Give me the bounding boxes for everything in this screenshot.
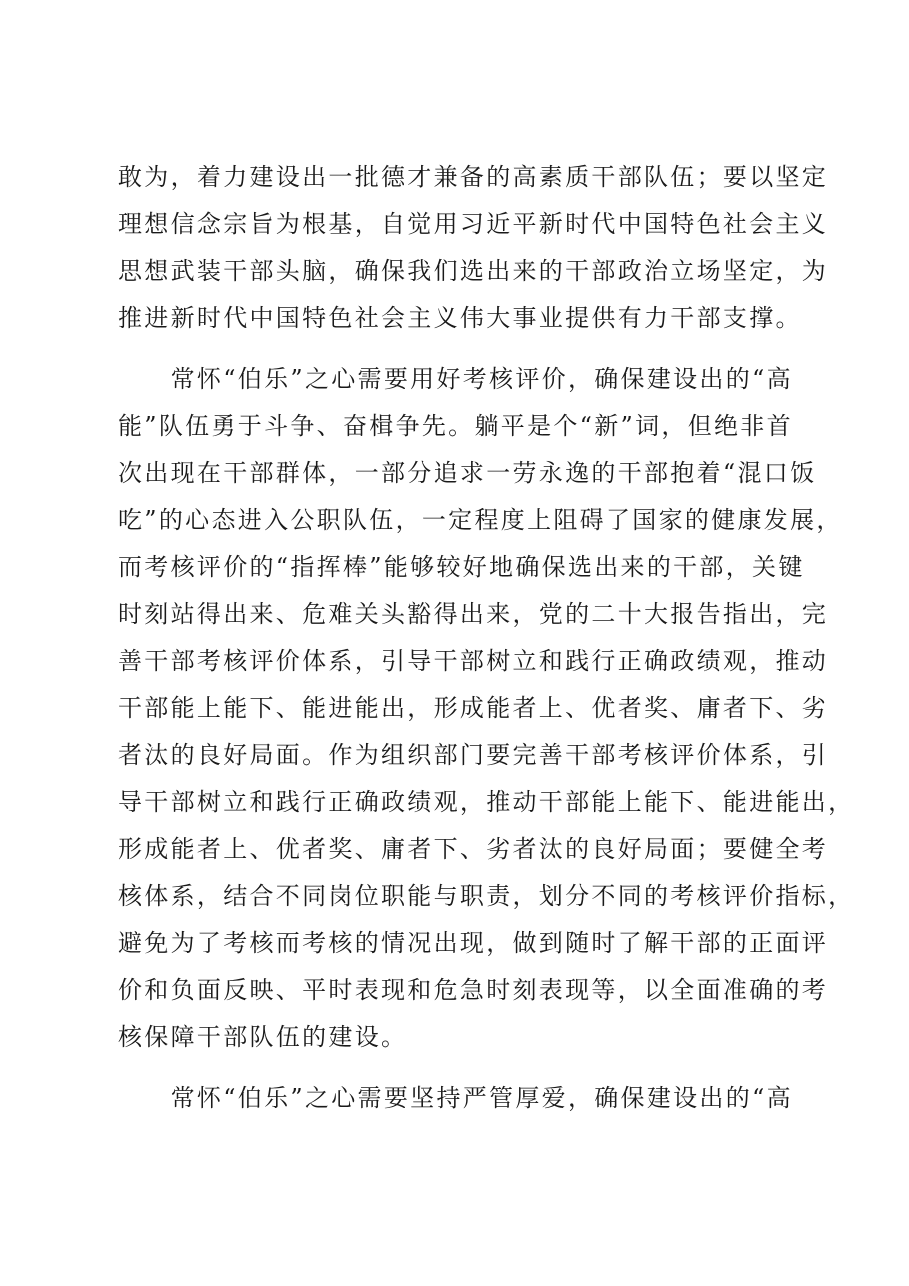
text-line: 形成能者上、优者奖、庸者下、劣者汰的良好局面；要健全考	[118, 835, 829, 863]
text-line: 敢为，着力建设出一批德才兼备的高素质干部队伍；要以坚定	[118, 163, 829, 191]
text-line: 常怀“伯乐”之心需要用好考核评价，确保建设出的“高	[118, 365, 793, 393]
text-line: 核体系，结合不同岗位职能与职责，划分不同的考核评价指标，	[118, 882, 855, 910]
text-line: 能”队伍勇于斗争、奋楫争先。躺平是个“新”词，但绝非首	[118, 412, 793, 440]
paragraph	[118, 154, 829, 342]
text-line: 价和负面反映、平时表现和危急时刻表现等，以全面准确的考	[118, 976, 829, 1004]
text-line: 导干部树立和践行正确政绩观，推动干部能上能下、能进能出，	[118, 788, 855, 816]
text-line: 避免为了考核而考核的情况出现，做到随时了解干部的正面评	[118, 929, 829, 957]
text-line: 吃”的心态进入公职队伍，一定程度上阻碍了国家的健康发展，	[118, 506, 843, 534]
paragraph	[118, 356, 855, 1061]
text-line: 核保障干部队伍的建设。	[118, 1023, 408, 1051]
text-line: 而考核评价的“指挥棒”能够较好地确保选出来的干部，关键	[118, 553, 805, 581]
paragraph-spacer	[118, 342, 808, 356]
text-line: 时刻站得出来、危难关头豁得出来，党的二十大报告指出，完	[118, 600, 829, 628]
text-line: 推进新时代中国特色社会主义伟大事业提供有力干部支撑。	[118, 304, 802, 332]
text-line: 善干部考核评价体系，引导干部树立和践行正确政绩观，推动	[118, 647, 829, 675]
paragraph-spacer	[118, 1061, 808, 1075]
paragraph	[118, 1075, 808, 1122]
text-line: 常怀“伯乐”之心需要坚持严管厚爱，确保建设出的“高	[118, 1084, 793, 1112]
document-body	[118, 154, 855, 1122]
text-line: 干部能上能下、能进能出，形成能者上、优者奖、庸者下、劣	[118, 694, 829, 722]
text-line: 次出现在干部群体，一部分追求一劳永逸的干部抱着“混口饭	[118, 459, 817, 487]
text-line: 者汰的良好局面。作为组织部门要完善干部考核评价体系，引	[118, 741, 829, 769]
text-line: 理想信念宗旨为根基，自觉用习近平新时代中国特色社会主义	[118, 210, 829, 238]
text-line: 思想武装干部头脑，确保我们选出来的干部政治立场坚定，为	[118, 257, 829, 285]
